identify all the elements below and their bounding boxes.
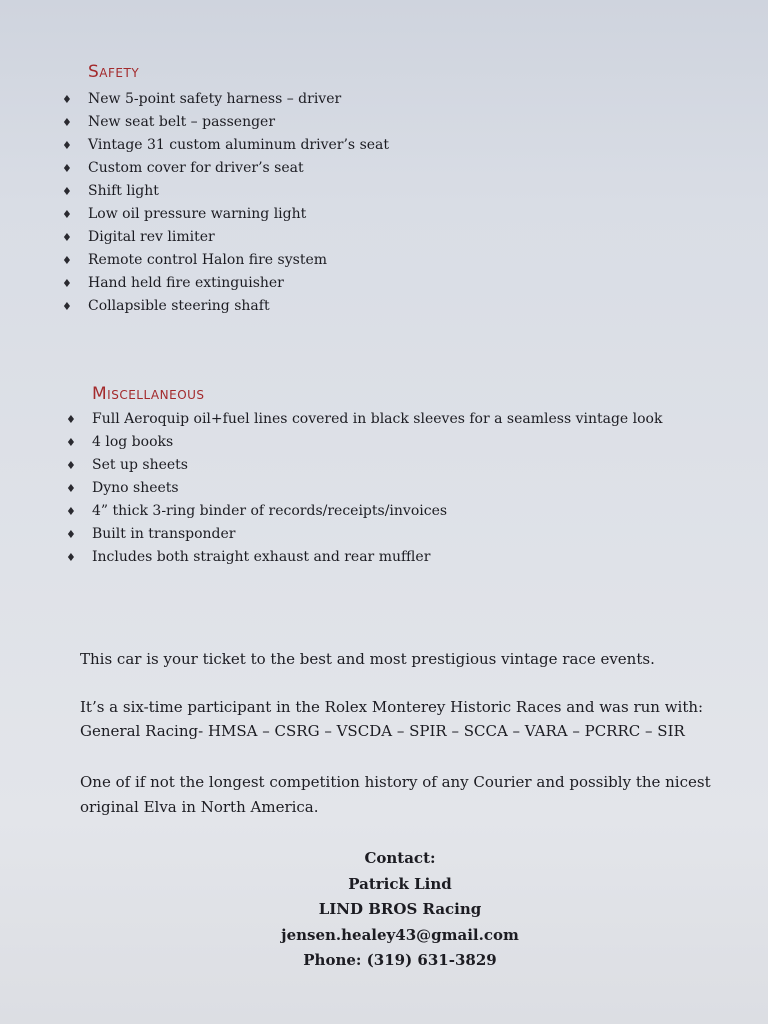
ticket-paragraph: This car is your ticket to the best and most prestigious vintage race events. bbox=[80, 650, 655, 668]
contact-company: LIND BROS Racing bbox=[318, 900, 482, 919]
diamond-bullet-icon: ♦ bbox=[62, 300, 72, 313]
diamond-bullet-icon: ♦ bbox=[62, 185, 72, 198]
document-page: Safety ♦ New 5-point safety harness – driver ♦ New seat belt – passenger ♦ Vintage 31 custom aluminum driver’s seat ♦ Custom cover for driver’s seat ♦ Shift light ♦ Low oil pressure warning light ♦ Digital rev limiter ♦ Remote control Halon fire system ♦ Hand held fire extinguisher ♦ Collapsible steering shaft Miscellaneous ♦ Full Aeroquip oil+fuel lines covered in black sleeves for a seamless vintage look ♦ 4 log books ♦ Set up sheets ♦ Dyno sheets ♦ 4” thick 3-ring binder of records/receipts/invoices ♦ Built in transponder ♦ Includes both straight exhaust and rear muffler This car is your ticket to the best and most prestigious vintage race events. It’s a six-time participant in the Rolex Monterey Historic Races and was run with: General Racing- HMSA – CSRG – VSCDA – SPIR – SCCA – VARA – PCRRC – SIR One of if not the longest competition history of any Courier and possibly the nicest original Elva in North America. Contact: Patrick Lind LIND BROS Racing jensen.healey43@gmail.com Phone: (319) 631-3829 bbox=[0, 0, 768, 1024]
diamond-bullet-icon: ♦ bbox=[62, 231, 72, 244]
diamond-bullet-icon: ♦ bbox=[62, 139, 72, 152]
diamond-bullet-icon: ♦ bbox=[62, 277, 72, 290]
contact-email: jensen.healey43@gmail.com bbox=[281, 925, 519, 944]
diamond-bullet-icon: ♦ bbox=[66, 551, 76, 564]
contact-phone: Phone: (319) 631-3829 bbox=[303, 951, 497, 970]
diamond-bullet-icon: ♦ bbox=[66, 436, 76, 449]
participant-line-2: General Racing- HMSA – CSRG – VSCDA – SPIR – SCCA – VARA – PCRRC – SIR bbox=[80, 722, 685, 740]
diamond-bullet-icon: ♦ bbox=[66, 482, 76, 495]
diamond-bullet-icon: ♦ bbox=[66, 505, 76, 518]
diamond-bullet-icon: ♦ bbox=[66, 459, 76, 472]
contact-label: Contact: bbox=[364, 849, 436, 867]
contact-block bbox=[200, 846, 600, 974]
diamond-bullet-icon: ♦ bbox=[62, 162, 72, 175]
miscellaneous-heading: Miscellaneous bbox=[92, 384, 205, 404]
diamond-bullet-icon: ♦ bbox=[62, 254, 72, 267]
diamond-bullet-icon: ♦ bbox=[62, 116, 72, 129]
diamond-bullet-icon: ♦ bbox=[66, 413, 76, 426]
history-line-1: One of if not the longest competition history of any Courier and possibly the nicest bbox=[80, 773, 711, 791]
safety-heading: Safety bbox=[88, 62, 140, 82]
diamond-bullet-icon: ♦ bbox=[62, 93, 72, 106]
history-line-2: original Elva in North America. bbox=[80, 798, 319, 816]
contact-name: Patrick Lind bbox=[348, 874, 452, 893]
participant-line-1: It’s a six-time participant in the Rolex Monterey Historic Races and was run with: bbox=[80, 698, 704, 716]
diamond-bullet-icon: ♦ bbox=[62, 208, 72, 221]
diamond-bullet-icon: ♦ bbox=[66, 528, 76, 541]
